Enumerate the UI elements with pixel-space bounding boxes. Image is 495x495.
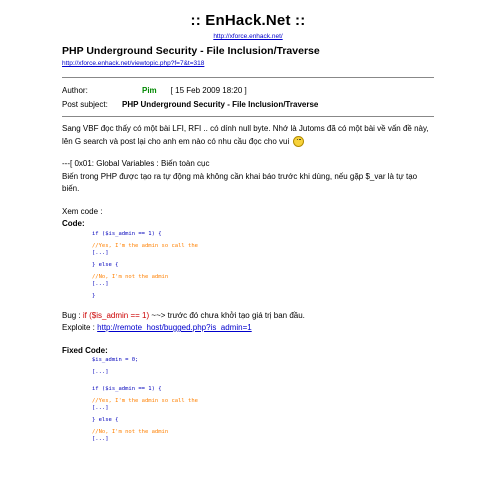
topic-title: PHP Underground Security - File Inclusion/Traverse bbox=[62, 45, 320, 57]
code-line: [...] bbox=[92, 436, 109, 442]
code-line: if ($is_admin == 1) { bbox=[92, 230, 162, 237]
code-line: } else { bbox=[92, 417, 119, 423]
author-name: Pim bbox=[142, 86, 157, 95]
post-date: [ 15 Feb 2009 18:20 ] bbox=[170, 86, 247, 95]
see-code-label: Xem code : bbox=[62, 206, 103, 216]
post-intro bbox=[62, 123, 434, 148]
exploit-line bbox=[62, 322, 434, 335]
topic-url-link[interactable]: http://xforce.enhack.net/viewtopic.php?f=7&t=318 bbox=[62, 60, 205, 67]
code-line: } else { bbox=[92, 261, 119, 268]
code-line: } bbox=[92, 292, 96, 299]
subject-label: Post subject: bbox=[62, 100, 108, 109]
code-line: [...] bbox=[92, 369, 109, 375]
code-line: [...] bbox=[92, 249, 109, 256]
divider bbox=[62, 77, 434, 78]
site-url-link[interactable]: http://xforce.enhack.net/ bbox=[213, 33, 283, 40]
bug-line bbox=[62, 310, 434, 323]
divider bbox=[62, 116, 434, 117]
fixed-code-label: Fixed Code: bbox=[62, 345, 108, 355]
code-line: //Yes, I'm the admin so call the bbox=[92, 398, 198, 404]
post-body bbox=[62, 123, 434, 443]
code-line: //Yes, I'm the admin so call the bbox=[92, 242, 198, 249]
smiley-icon bbox=[293, 136, 304, 147]
code-line: [...] bbox=[92, 405, 109, 411]
section-heading: ---[ 0x01: Global Variables : Biến toàn cục bbox=[62, 159, 210, 168]
exploit-url-link[interactable]: http://remote_host/bugged.php?is_admin=1 bbox=[97, 323, 252, 332]
post-intro-text: Sang VBF đọc thấy có một bài LFI, RFI .. có dính null byte. Nhớ là Jutoms đã có một bài về vấn đề này, lên G search và post lại cho anh em nào có nhu cầu đọc cho vui bbox=[62, 124, 429, 146]
printed-page bbox=[62, 8, 434, 443]
code-block-2 bbox=[92, 357, 434, 443]
site-url bbox=[62, 33, 434, 40]
subject-row bbox=[62, 98, 434, 112]
code-line: $is_admin = 0; bbox=[92, 357, 139, 363]
bug-suffix: ~~> trước đó chưa khởi tạo giá trị ban đầu. bbox=[149, 310, 305, 320]
exploit-prefix: Exploite : bbox=[62, 323, 98, 332]
topic-url bbox=[62, 60, 434, 67]
code-line: if ($is_admin == 1) { bbox=[92, 386, 162, 392]
site-title: :: EnHack.Net :: bbox=[190, 12, 306, 29]
author-label: Author: bbox=[62, 86, 88, 95]
code-label: Code: bbox=[62, 219, 85, 228]
bug-code: if ($is_admin == 1) bbox=[82, 310, 150, 320]
code-line: //No, I'm not the admin bbox=[92, 273, 169, 280]
bug-prefix: Bug : bbox=[62, 310, 83, 320]
post-subject: PHP Underground Security - File Inclusion/Traverse bbox=[122, 100, 319, 109]
author-row bbox=[62, 84, 434, 98]
code-line: //No, I'm not the admin bbox=[92, 429, 169, 435]
section-text: Biến trong PHP được tạo ra tự động mà không cần khai báo trước khi dùng, nếu gặp $_var là tự tạo biến. bbox=[62, 171, 418, 193]
code-line: [...] bbox=[92, 280, 109, 287]
code-block-1 bbox=[92, 231, 434, 300]
